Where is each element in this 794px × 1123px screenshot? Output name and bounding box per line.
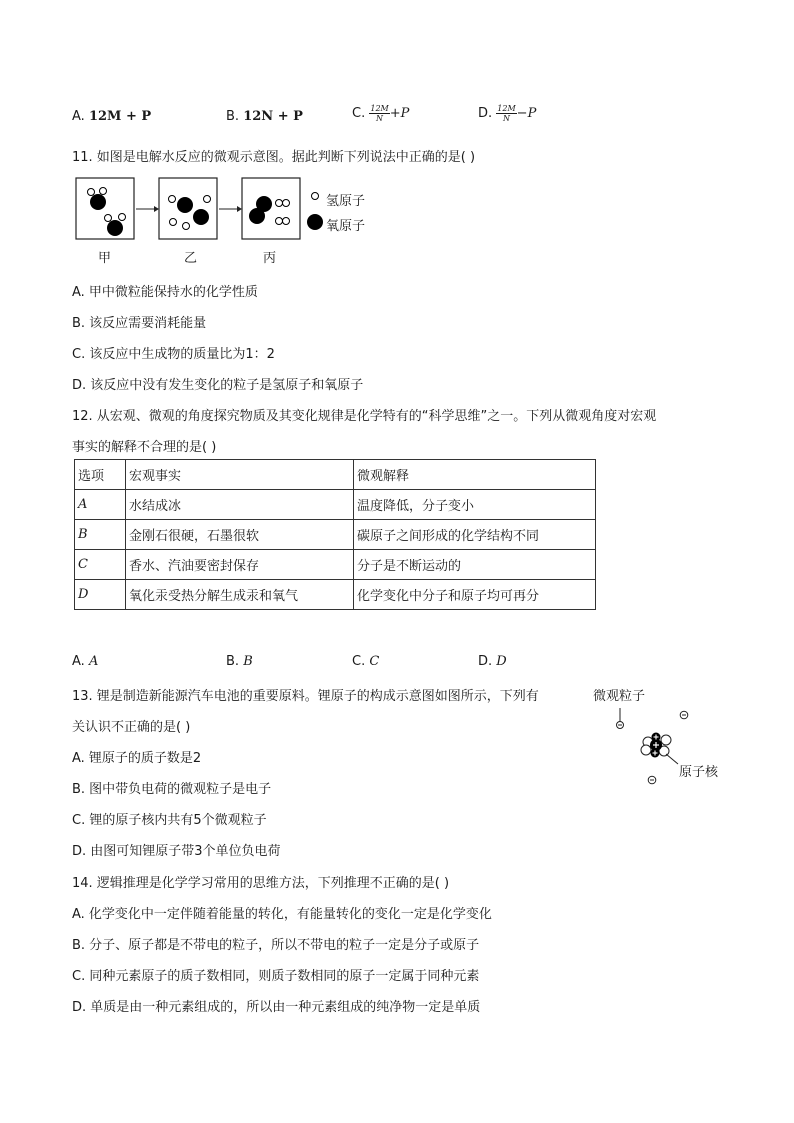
q13-option-c: C. 锂的原子核内共有5个微观粒子 xyxy=(72,813,267,828)
oxygen-atom xyxy=(249,208,265,224)
q11-stem: 11. 如图是电解水反应的微观示意图。据此判断下列说法中正确的是( ) xyxy=(72,150,476,165)
option-value: D xyxy=(496,654,507,669)
q13-stem-line2: 关认识不正确的是( ) xyxy=(72,720,191,735)
q10-option-c xyxy=(352,104,409,123)
diagram-label-nucleus: 原子核 xyxy=(679,765,719,780)
q10-option-d xyxy=(478,104,536,123)
fraction-numerator: 12M xyxy=(370,104,389,113)
hydrogen-atom xyxy=(88,189,95,196)
oxygen-atom xyxy=(90,194,106,210)
electron-icon xyxy=(648,776,656,784)
hydrogen-atom xyxy=(170,219,177,226)
table-cell: B xyxy=(75,520,126,550)
legend-oxygen-label: 氧原子 xyxy=(326,219,366,234)
option-value: A xyxy=(88,654,99,669)
q14-option-a: A. 化学变化中一定伴随着能量的转化，有能量转化的变化一定是化学变化 xyxy=(72,907,492,922)
oxygen-atom xyxy=(177,197,193,213)
option-expression: 12N + P xyxy=(243,109,303,124)
table-cell: D xyxy=(75,580,126,610)
hydrogen-atom xyxy=(105,215,112,222)
option-letter: D. xyxy=(478,106,493,121)
header-cell: 微观解释 xyxy=(354,460,596,490)
table-cell: 金刚石很硬，石墨很软 xyxy=(126,520,354,550)
table-row xyxy=(75,550,596,580)
option-tail: +P xyxy=(389,106,410,121)
hydrogen-atom xyxy=(169,196,176,203)
option-letter: C. xyxy=(352,654,366,669)
fraction xyxy=(496,104,516,123)
hydrogen-atom xyxy=(283,218,290,225)
table-cell: 香水、汽油要密封保存 xyxy=(126,550,354,580)
arrow-head xyxy=(237,206,242,212)
q14-option-d: D. 单质是由一种元素组成的，所以由一种元素组成的纯净物一定是单质 xyxy=(72,1000,481,1015)
q11-option-c: C. 该反应中生成物的质量比为1：2 xyxy=(72,347,275,362)
leader-line xyxy=(666,754,678,764)
option-tail: −P xyxy=(516,106,537,121)
nucleus-icon xyxy=(641,733,671,758)
box-label-yi: 乙 xyxy=(184,251,198,266)
q12-table xyxy=(74,459,596,610)
q13-stem-line1: 13. 锂是制造新能源汽车电池的重要原料。锂原子的构成示意图如图所示，下列有 xyxy=(72,689,539,704)
legend-oxygen-icon xyxy=(307,214,323,230)
legend-hydrogen-label: 氢原子 xyxy=(326,194,366,209)
box-label-jia: 甲 xyxy=(98,251,112,266)
hydrogen-atom xyxy=(183,223,190,230)
hydrogen-atom xyxy=(283,200,290,207)
q13-option-d: D. 由图可知锂原子带3个单位负电荷 xyxy=(72,844,281,859)
hydrogen-atom xyxy=(276,200,283,207)
legend-hydrogen-icon xyxy=(312,193,319,200)
option-value: C xyxy=(369,654,380,669)
arrow-head xyxy=(154,206,159,212)
table-cell: 氧化汞受热分解生成汞和氧气 xyxy=(126,580,354,610)
option-letter: D. xyxy=(478,654,493,669)
hydrogen-atom xyxy=(100,188,107,195)
q11-option-d: D. 该反应中没有发生变化的粒子是氢原子和氧原子 xyxy=(72,378,364,393)
table-row xyxy=(75,520,596,550)
q12-stem-line2: 事实的解释不合理的是( ) xyxy=(72,440,217,455)
option-letter: C. xyxy=(352,106,366,121)
electron-icon xyxy=(680,711,688,719)
hydrogen-atom xyxy=(204,196,211,203)
q12-option-c xyxy=(352,654,379,669)
option-letter: A. xyxy=(72,654,85,669)
table-cell: C xyxy=(75,550,126,580)
q12-stem-line1: 12. 从宏观、微观的角度探究物质及其变化规律是化学特有的“科学思维”之一。下列从微观角度对宏观 xyxy=(72,409,657,424)
q11-option-b: B. 该反应需要消耗能量 xyxy=(72,316,207,331)
box-label-bing: 丙 xyxy=(263,251,277,266)
table-cell: 碳原子之间形成的化学结构不同 xyxy=(354,520,596,550)
q13-lithium-atom-diagram xyxy=(608,704,718,794)
header-cell: 宏观事实 xyxy=(126,460,354,490)
table-cell: 分子是不断运动的 xyxy=(354,550,596,580)
q14-stem: 14. 逻辑推理是化学学习常用的思维方法，下列推理不正确的是( ) xyxy=(72,876,450,891)
hydrogen-atom xyxy=(276,218,283,225)
table-cell: 温度降低，分子变小 xyxy=(354,490,596,520)
option-expression: 12M + P xyxy=(88,109,152,124)
diagram-label-particles: 微观粒子 xyxy=(593,689,646,704)
header-cell: 选项 xyxy=(75,460,126,490)
q13-option-b: B. 图中带负电荷的微观粒子是电子 xyxy=(72,782,272,797)
table-row xyxy=(75,490,596,520)
fraction-denominator: N xyxy=(502,114,510,123)
box-bing xyxy=(242,178,300,239)
q13-option-a: A. 锂原子的质子数是2 xyxy=(72,751,202,766)
q14-option-b: B. 分子、原子都是不带电的粒子，所以不带电的粒子一定是分子或原子 xyxy=(72,938,480,953)
table-cell: A xyxy=(75,490,126,520)
table-row xyxy=(75,580,596,610)
option-letter: A. xyxy=(72,109,85,124)
q12-option-a xyxy=(72,654,98,669)
option-letter: B. xyxy=(226,654,240,669)
table-header-row xyxy=(75,460,596,490)
fraction xyxy=(369,104,389,123)
oxygen-atom xyxy=(193,209,209,225)
q14-option-c: C. 同种元素原子的质子数相同，则质子数相同的原子一定属于同种元素 xyxy=(72,969,480,984)
fraction-numerator: 12M xyxy=(497,104,516,113)
oxygen-atom xyxy=(107,220,123,236)
q12-option-d xyxy=(478,654,507,669)
option-value: B xyxy=(243,654,253,669)
table-cell: 化学变化中分子和原子均可再分 xyxy=(354,580,596,610)
hydrogen-atom xyxy=(119,214,126,221)
q12-option-b xyxy=(226,654,253,669)
option-letter: B. xyxy=(226,109,240,124)
q10-option-a xyxy=(72,109,151,124)
q11-option-a: A. 甲中微粒能保持水的化学性质 xyxy=(72,285,258,300)
q10-option-b xyxy=(226,109,303,124)
box-jia xyxy=(76,178,134,239)
table-cell: 水结成冰 xyxy=(126,490,354,520)
fraction-denominator: N xyxy=(376,114,384,123)
